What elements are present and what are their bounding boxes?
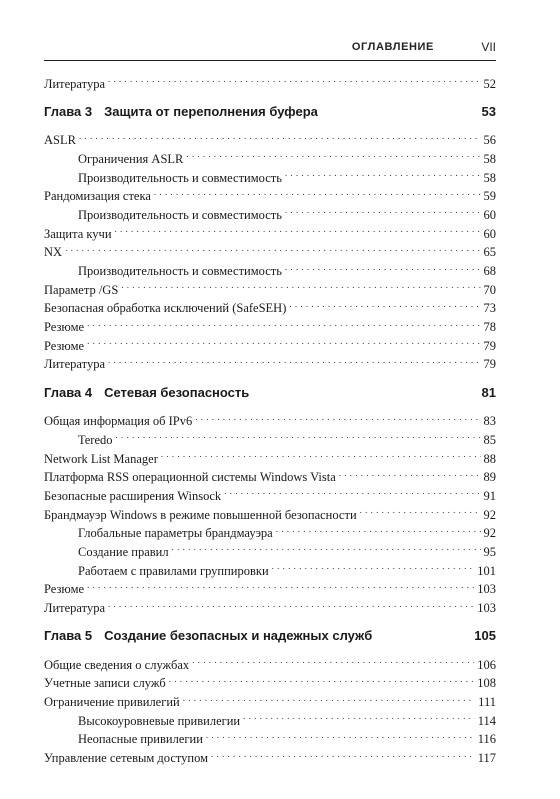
entry-title: Литература xyxy=(44,357,105,372)
entry-title: Создание правил xyxy=(78,544,169,559)
toc-subentry[interactable] xyxy=(44,169,496,188)
entry-title: Неопасные привилегии xyxy=(78,732,203,747)
entry-page-number: 92 xyxy=(483,507,496,522)
chapter-number: Глава 3 xyxy=(44,103,93,119)
dot-leader xyxy=(285,169,481,182)
dot-leader xyxy=(285,263,481,276)
chapter-page-number: 81 xyxy=(481,384,496,400)
entry-page-number: 89 xyxy=(483,470,496,485)
entry-title: Teredo xyxy=(78,432,113,447)
toc-entry[interactable] xyxy=(44,487,496,506)
dot-leader xyxy=(272,562,475,575)
entry-page-number: 65 xyxy=(483,245,496,260)
running-head xyxy=(44,36,496,58)
toc-entry[interactable] xyxy=(44,225,496,244)
entry-page-number: 73 xyxy=(483,301,496,316)
entry-page-number: 111 xyxy=(478,695,496,710)
entry-title: Учетные записи служб xyxy=(44,676,166,691)
entry-page-number: 70 xyxy=(483,282,496,297)
running-head-title: ОГЛАВЛЕНИЕ xyxy=(351,41,434,53)
dot-leader xyxy=(224,487,480,500)
entry-title: Общие сведения о службах xyxy=(44,657,190,672)
entry-page-number: 58 xyxy=(483,170,496,185)
entry-page-number: 79 xyxy=(483,357,496,372)
entry-title: Безопасная обработка исключений (SafeSEH) xyxy=(44,301,287,316)
entry-page-number: 78 xyxy=(483,320,496,335)
entry-page-number: 106 xyxy=(477,657,496,672)
entry-title: Брандмауэр Windows в режиме повышенной безопасности xyxy=(44,507,357,522)
dot-leader xyxy=(79,132,481,145)
entry-page-number: 56 xyxy=(483,133,496,148)
toc-entry[interactable] xyxy=(44,300,496,319)
entry-title: Резюме xyxy=(44,320,85,335)
entry-page-number: 108 xyxy=(477,676,496,691)
chapter-number: Глава 5 xyxy=(44,628,93,644)
entry-title: Литература xyxy=(44,76,105,91)
entry-page-number: 60 xyxy=(483,207,496,222)
toc-entry[interactable] xyxy=(44,413,496,432)
chapter-number: Глава 4 xyxy=(44,384,93,400)
header-rule xyxy=(44,60,496,61)
entry-page-number: 59 xyxy=(483,189,496,204)
dot-leader xyxy=(108,75,481,88)
entry-title: Производительность и совместимость xyxy=(78,264,282,278)
dot-leader xyxy=(211,750,475,763)
entry-title: Высокоуровневые привилегии xyxy=(78,713,241,728)
entry-page-number: 60 xyxy=(483,226,496,241)
entry-page-number: 52 xyxy=(483,76,496,91)
toc-subentry[interactable] xyxy=(44,431,496,450)
entry-title: ASLR xyxy=(44,133,76,148)
toc-subentry[interactable] xyxy=(44,206,496,225)
dot-leader xyxy=(169,675,475,688)
dot-leader xyxy=(243,712,475,725)
dot-leader xyxy=(339,469,481,482)
dot-leader xyxy=(285,206,481,219)
entry-title: Рандомизация стека xyxy=(44,189,151,204)
entry-title: NX xyxy=(44,245,63,260)
dot-leader xyxy=(87,319,480,332)
toc-entry[interactable] xyxy=(44,188,496,207)
dot-leader xyxy=(154,188,481,201)
chapter-heading[interactable] xyxy=(44,618,496,652)
entry-title: Литература xyxy=(44,601,105,615)
chapter-title: Создание безопасных и надежных служб xyxy=(104,628,373,644)
entry-page-number: 114 xyxy=(477,713,496,728)
running-head-page-number: VII xyxy=(481,40,496,54)
toc-subentry[interactable] xyxy=(44,525,496,544)
toc-entry[interactable] xyxy=(44,244,496,263)
toc-subentry[interactable] xyxy=(44,150,496,169)
entry-page-number: 101 xyxy=(477,563,496,578)
toc-entry[interactable] xyxy=(44,75,496,94)
entry-title: Резюме xyxy=(44,582,85,597)
toc-entry[interactable] xyxy=(44,506,496,525)
entry-page-number: 103 xyxy=(477,582,496,597)
entry-title: Ограничения ASLR xyxy=(78,151,184,166)
entry-page-number: 103 xyxy=(477,601,496,615)
chapter-page-number: 53 xyxy=(481,103,496,119)
dot-leader xyxy=(183,694,475,707)
entry-title: Параметр /GS xyxy=(44,282,119,297)
toc-entry[interactable] xyxy=(44,319,496,338)
dot-leader xyxy=(192,656,474,669)
toc-entry[interactable] xyxy=(44,356,496,375)
entry-page-number: 83 xyxy=(483,414,496,429)
entry-title: Производительность и совместимость xyxy=(78,170,282,185)
entry-title: Управление сетевым доступом xyxy=(44,751,209,766)
toc-entry[interactable] xyxy=(44,281,496,300)
entry-page-number: 85 xyxy=(483,432,496,447)
dot-leader xyxy=(360,506,481,519)
entry-page-number: 79 xyxy=(483,338,496,353)
entry-title: Защита кучи xyxy=(44,226,112,241)
dot-leader xyxy=(206,731,475,744)
chapter-title: Сетевая безопасность xyxy=(104,384,250,400)
entry-title: Глобальные параметры брандмауэра xyxy=(78,526,273,541)
toc-subentry[interactable] xyxy=(44,731,496,750)
entry-title: Общая информация об IPv6 xyxy=(44,414,193,429)
dot-leader xyxy=(108,356,481,369)
entry-page-number: 95 xyxy=(483,544,496,559)
toc-entry[interactable] xyxy=(44,581,496,600)
entry-page-number: 91 xyxy=(483,488,496,503)
dot-leader xyxy=(121,281,480,294)
toc-subentry[interactable] xyxy=(44,712,496,731)
entry-title: Работаем с правилами группировки xyxy=(78,563,269,578)
entry-title: Ограничение привилегий xyxy=(44,695,180,710)
dot-leader xyxy=(116,431,481,444)
entry-title: Платформа RSS операционной системы Windows Vista xyxy=(44,470,336,485)
toc-subentry[interactable] xyxy=(44,263,496,282)
dot-leader xyxy=(186,150,480,163)
toc-entry[interactable] xyxy=(44,675,496,694)
toc-subentry[interactable] xyxy=(44,562,496,581)
toc-entry[interactable] xyxy=(44,750,496,769)
dot-leader xyxy=(87,581,474,594)
dot-leader xyxy=(161,450,481,463)
chapter-title: Защита от переполнения буфера xyxy=(104,103,318,119)
toc-subentry[interactable] xyxy=(44,543,496,562)
chapter-heading[interactable] xyxy=(44,94,496,128)
toc-entry[interactable] xyxy=(44,656,496,675)
toc-entry[interactable] xyxy=(44,450,496,469)
entry-title: Безопасные расширения Winsock xyxy=(44,488,222,503)
dot-leader xyxy=(65,244,480,257)
dot-leader xyxy=(108,600,474,613)
dot-leader xyxy=(276,525,481,538)
entry-title: Производительность и совместимость xyxy=(78,207,282,222)
table-of-contents xyxy=(44,75,496,768)
dot-leader xyxy=(289,300,480,313)
dot-leader xyxy=(87,337,480,350)
entry-page-number: 116 xyxy=(477,732,496,747)
entry-title: Резюме xyxy=(44,338,85,353)
toc-entry[interactable] xyxy=(44,337,496,356)
toc-entry[interactable] xyxy=(44,694,496,713)
chapter-heading[interactable] xyxy=(44,375,496,409)
dot-leader xyxy=(172,543,481,556)
entry-page-number: 58 xyxy=(483,151,496,166)
toc-entry[interactable] xyxy=(44,132,496,151)
entry-title: Network List Manager xyxy=(44,451,158,466)
entry-page-number: 88 xyxy=(483,451,496,466)
entry-page-number: 92 xyxy=(483,526,496,541)
toc-entry[interactable] xyxy=(44,600,496,619)
chapter-page-number: 105 xyxy=(474,628,496,644)
entry-page-number: 117 xyxy=(477,751,496,766)
entry-page-number: 68 xyxy=(483,264,496,278)
dot-leader xyxy=(115,225,481,238)
toc-entry[interactable] xyxy=(44,469,496,488)
dot-leader xyxy=(195,413,480,426)
